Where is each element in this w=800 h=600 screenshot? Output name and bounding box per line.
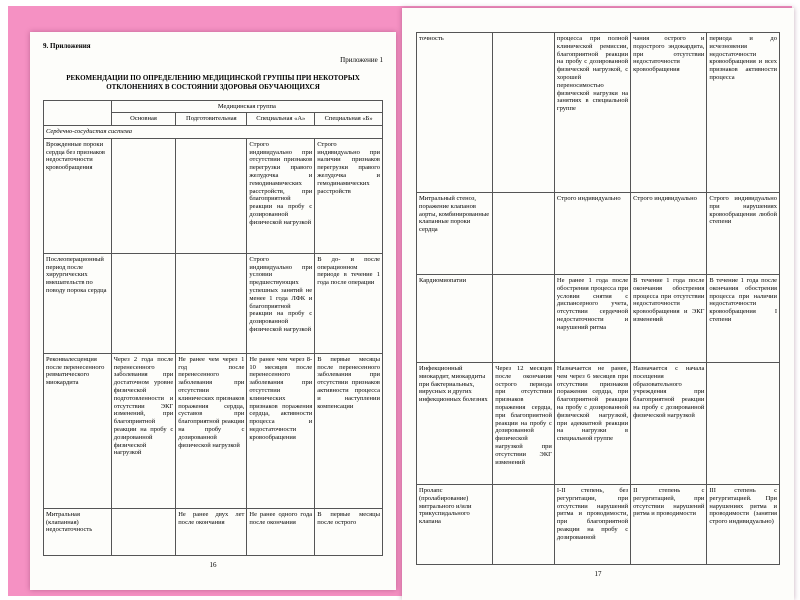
cell-specialnaya-a: В течение 1 года после окончания обострения процесса при отсутствии недостаточности кровообращения и ЭКГ изменений bbox=[631, 275, 707, 363]
cell-podgotovitelnaya: Не ранее 1 года после обострения процесса при условии снятия с диспансерного учета, отсутствии сердечной недостаточности и нарушений ритма bbox=[554, 275, 630, 363]
medical-group-table bbox=[43, 100, 383, 556]
row-label-cell: Реконвалесценция после перенесенного ревматического миокардита bbox=[44, 353, 112, 508]
cell-specialnaya-b: В до- и после операционном периоде в течение 1 года после операции bbox=[315, 253, 383, 353]
group-header-cell: Медицинская группа bbox=[111, 100, 382, 113]
table-header-row bbox=[44, 100, 383, 113]
document-page-right bbox=[402, 8, 794, 600]
row-label-cell: точность bbox=[417, 33, 493, 193]
cell-osnovnaya bbox=[493, 33, 555, 193]
table-row bbox=[417, 485, 780, 566]
page-number-left: 16 bbox=[209, 560, 217, 569]
cell-podgotovitelnaya: Не ранее двух лет после окончания bbox=[176, 508, 247, 555]
cell-podgotovitelnaya: Не ранее чем через 1 год после перенесенного заболевания при отсутствии клинических признаков поражения сердца, суставов при благоприятной реакции на пробу с дозированной физической нагрузкой bbox=[176, 353, 247, 508]
cell-osnovnaya bbox=[493, 275, 555, 363]
slide-background bbox=[8, 6, 792, 596]
cell-specialnaya-a: II степень с регургитацией, при отсутствии нарушений ритма и проводимости bbox=[631, 485, 707, 566]
col-header-podgotovitelnaya: Подготовительная bbox=[176, 113, 247, 126]
table-row bbox=[44, 353, 383, 508]
row-label-cell: Пролапс (пролабирование) митрального и/или трикуспидального клапана bbox=[417, 485, 493, 566]
cell-podgotovitelnaya: процесса при полной клинической ремиссии, благоприятной реакции на пробу с дозированной физической нагрузкой, с хорошей переносимостью физической нагрузки на занятиях в специальной группе bbox=[554, 33, 630, 193]
row-label-cell: Кардиомиопатии bbox=[417, 275, 493, 363]
row-label-cell: Митральный стеноз, поражение клапанов аорты, комбинированные клапанные пороки сердца bbox=[417, 193, 493, 275]
annex-label: Приложение 1 bbox=[340, 56, 383, 64]
cell-specialnaya-a: чания острого и подострого эндокардита, при отсутствии недостаточности кровообращения bbox=[631, 33, 707, 193]
page-number-right: 17 bbox=[594, 570, 602, 578]
col-header-specialnaya-b: Специальная «Б» bbox=[315, 113, 383, 126]
cell-specialnaya-b bbox=[707, 363, 780, 485]
table-clip-right bbox=[416, 32, 780, 565]
table-row bbox=[44, 138, 383, 253]
cell-osnovnaya: Через 12 месяцев после окончания острого периода при отсутствии признаков поражения сердца, при благоприятной реакции на пробу с дозированной физической нагрузкой при отсутствии ЭКГ изменений bbox=[493, 363, 555, 485]
cell-osnovnaya bbox=[493, 485, 555, 566]
cell-osnovnaya bbox=[111, 508, 175, 555]
row-label-cell: Врожденные пороки сердца без признаков недостаточности кровообращения bbox=[44, 138, 112, 253]
table-row bbox=[417, 33, 780, 193]
col-header-specialnaya-a: Специальная «А» bbox=[247, 113, 315, 126]
cell-specialnaya-b: Строго индивидуально при нарушениях кровообращения любой степени bbox=[707, 193, 780, 275]
table-section-row bbox=[44, 126, 383, 139]
cell-specialnaya-b: В первые месяцы после перенесенного заболевания при отсутствии признаков активности процесса и наступлении компенсации bbox=[315, 353, 383, 508]
table-row bbox=[417, 363, 780, 485]
cell-specialnaya-a: Строго индивидуально bbox=[631, 193, 707, 275]
table-clip-left bbox=[43, 100, 383, 556]
cell-podgotovitelnaya: I-II степень, без регургитации, при отсутствии нарушений ритма и проводимости, при благоприятной реакции на пробу с дозированной bbox=[554, 485, 630, 566]
table-row bbox=[44, 508, 383, 555]
table-corner-cell bbox=[44, 100, 112, 126]
cell-osnovnaya bbox=[493, 193, 555, 275]
table-row bbox=[417, 193, 780, 275]
cell-osnovnaya bbox=[111, 253, 175, 353]
row-label-cell: Послеоперационный период после хирургических вмешательств по поводу порока сердца bbox=[44, 253, 112, 353]
cell-specialnaya-a: Строго индивидуально при отсутствии признаков перегрузки правого желудочка и гемодинамических расстройств, при благоприятной реакции на пробу с дозированной физической нагрузкой bbox=[247, 138, 315, 253]
medical-group-table-continued bbox=[416, 32, 780, 565]
row-label-cell: Инфекционный миокардит, миокардиты при бактериальных, вирусных и других инфекционных болезнях bbox=[417, 363, 493, 485]
col-header-osnovnaya: Основная bbox=[111, 113, 175, 126]
appendix-section-heading: 9. Приложения bbox=[43, 42, 91, 50]
row-label-cell: Митральная (клапанная) недостаточность bbox=[44, 508, 112, 555]
cell-podgotovitelnaya bbox=[176, 253, 247, 353]
cell-podgotovitelnaya: Строго индивидуально bbox=[554, 193, 630, 275]
document-title: РЕКОМЕНДАЦИИ ПО ОПРЕДЕЛЕНИЮ МЕДИЦИНСКОЙ ГРУППЫ ПРИ НЕКОТОРЫХ ОТКЛОНЕНИЯХ В СОСТОЯНИИ ЗДОРОВЬЯ ОБУЧАЮЩИХСЯ bbox=[66, 74, 360, 91]
cell-podgotovitelnaya: Назначается не ранее, чем через 6 месяцев при отсутствии признаков поражения сердца, при благоприятной реакции на пробу с дозированной физической нагрузкой, при адекватной реакции на нагрузки в специальной группе bbox=[554, 363, 630, 485]
cell-osnovnaya bbox=[111, 138, 175, 253]
cell-specialnaya-b: Строго индивидуально при наличии признаков перегрузки правого желудочка и гемодинамических расстройств bbox=[315, 138, 383, 253]
table-row bbox=[44, 253, 383, 353]
cell-specialnaya-b: В течение 1 года после окончания обострения процесса при наличии недостаточности кровообращения I степени bbox=[707, 275, 780, 363]
cell-specialnaya-b: периода и до исчезновения недостаточности кровообращения и всех признаков активности процесса bbox=[707, 33, 780, 193]
table-row bbox=[417, 275, 780, 363]
cell-specialnaya-a: Не ранее одного года после окончания bbox=[247, 508, 315, 555]
cell-specialnaya-b: В первые месяцы после острого bbox=[315, 508, 383, 555]
cell-specialnaya-a: Строго индивидуально при условии предшествующих успешных занятий не менее 1 года ЛФК и благоприятной реакции на пробу с дозированной физической нагрузкой bbox=[247, 253, 315, 353]
document-page-left bbox=[30, 32, 396, 590]
cell-specialnaya-a: Не ранее чем через 8-10 месяцев после перенесенного заболевания при отсутствии клинических признаков поражения сердца, активности процесса и недостаточности кровообращения bbox=[247, 353, 315, 508]
cell-osnovnaya: Через 2 года после перенесенного заболевания при достаточном уровне физической подготовленности и отсутствии ЭКГ изменений, при благоприятной реакции на пробу с дозированной физической нагрузкой bbox=[111, 353, 175, 508]
cell-specialnaya-b: III степень с регургитацией. При нарушениях ритма и проводимости (занятия строго индивидуально) bbox=[707, 485, 780, 566]
cell-podgotovitelnaya bbox=[176, 138, 247, 253]
section-title-cell: Сердечно-сосудистая система bbox=[44, 126, 383, 139]
cell-specialnaya-a: Назначается с начала посещения образовательного учреждения при благоприятной реакции на пробу с дозированной физической нагрузкой bbox=[631, 363, 707, 485]
